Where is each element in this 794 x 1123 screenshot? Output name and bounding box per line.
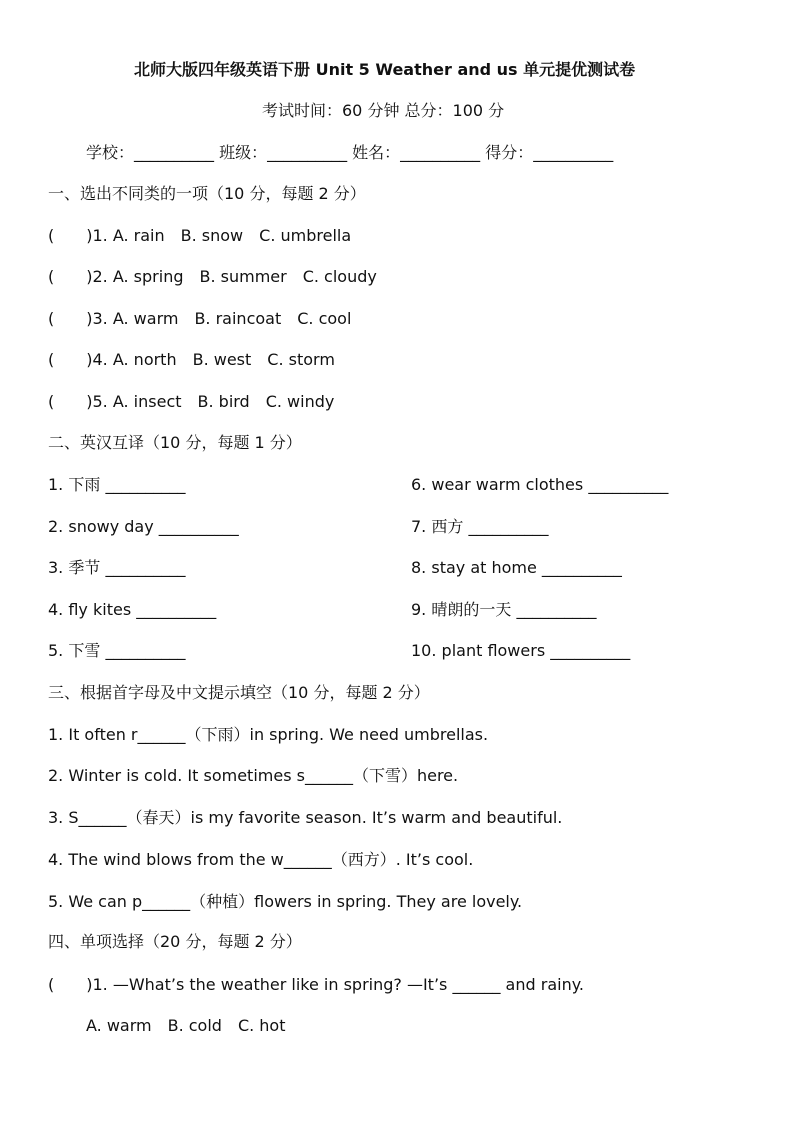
translation-item: 1. 下雨 __________	[48, 475, 186, 494]
fill-blank-item: 5. We can p______（种植）flowers in spring. They are lovely.	[48, 892, 523, 911]
question-item: ( )4. A. north B. west C. storm	[48, 350, 335, 369]
choice-options: A. warm B. cold C. hot	[86, 1016, 286, 1035]
question-item: ( )5. A. insect B. bird C. windy	[48, 392, 335, 411]
choice-question: ( )1. —What’s the weather like in spring? —It’s ______ and rainy.	[48, 975, 584, 994]
translation-item: 2. snowy day __________	[48, 517, 239, 536]
translation-item: 3. 季节 __________	[48, 558, 186, 577]
exam-meta: 考试时间：60 分钟 总分：100 分	[262, 101, 505, 120]
question-item: ( )3. A. warm B. raincoat C. cool	[48, 309, 352, 328]
translation-item: 6. wear warm clothes __________	[411, 475, 669, 494]
section2-heading: 二、英汉互译（10 分，每题 1 分）	[48, 433, 302, 452]
fill-blank-item: 2. Winter is cold. It sometimes s______（下雪）here.	[48, 766, 459, 785]
translation-item: 10. plant flowers __________	[411, 641, 631, 660]
section3-heading: 三、根据首字母及中文提示填空（10 分，每题 2 分）	[48, 683, 430, 702]
fill-blank-item: 3. S______（春天）is my favorite season. It’s warm and beautiful.	[48, 808, 563, 827]
translation-item: 9. 晴朗的一天 __________	[411, 600, 597, 619]
section1-heading: 一、选出不同类的一项（10 分，每题 2 分）	[48, 184, 366, 203]
question-item: ( )2. A. spring B. summer C. cloudy	[48, 267, 377, 286]
section4-heading: 四、单项选择（20 分，每题 2 分）	[48, 932, 302, 951]
page-title: 北师大版四年级英语下册 Unit 5 Weather and us 单元提优测试卷	[134, 60, 636, 79]
translation-item: 5. 下雪 __________	[48, 641, 186, 660]
translation-item: 7. 西方 __________	[411, 517, 549, 536]
fill-blank-item: 1. It often r______（下雨）in spring. We need umbrellas.	[48, 725, 489, 744]
fill-blank-item: 4. The wind blows from the w______（西方）. It’s cool.	[48, 850, 474, 869]
translation-item: 8. stay at home __________	[411, 558, 622, 577]
translation-item: 4. fly kites __________	[48, 600, 217, 619]
student-info-line: 学校：__________ 班级：__________ 姓名：__________ 得分：__________	[86, 143, 614, 162]
question-item: ( )1. A. rain B. snow C. umbrella	[48, 226, 352, 245]
